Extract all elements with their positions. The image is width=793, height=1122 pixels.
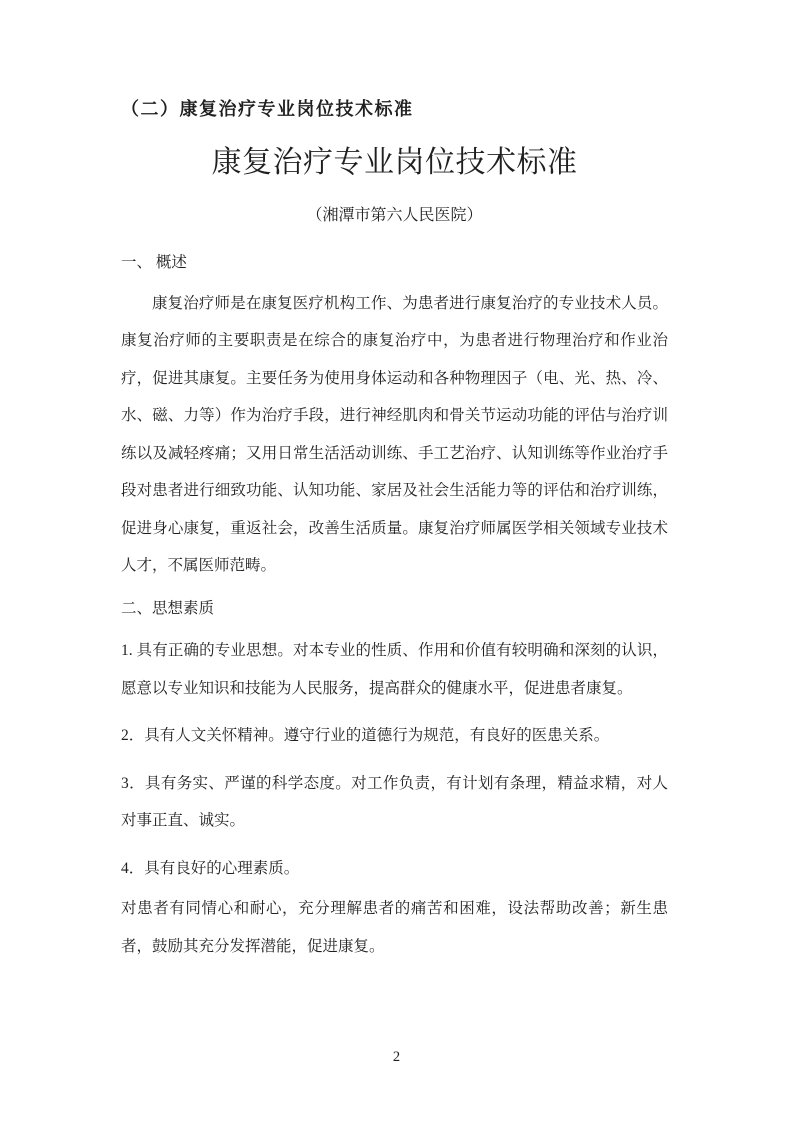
- document-section-label: （二）康复治疗专业岗位技术标准: [121, 99, 414, 119]
- document-subtitle: （湘潭市第六人民医院）: [306, 207, 483, 224]
- document-title: 康复治疗专业岗位技术标准: [211, 146, 578, 179]
- ideology-item-4: 4．具有良好的心理素质。: [121, 859, 300, 877]
- page-number: 2: [392, 1049, 401, 1065]
- ideology-item-3: 3．具有务实、严谨的科学态度。对工作负责，有计划有条理，精益求精，对人对事正直、诚实。: [121, 774, 668, 829]
- overview-paragraph: 康复治疗师是在康复医疗机构工作、为患者进行康复治疗的专业技术人员。康复治疗师的主要职责是在综合的康复治疗中，为患者进行物理治疗和作业治疗，促进其康复。主要任务为使用身体运动和各种物理因子（电、光、热、冷、水、磁、力等）作为治疗手段，进行神经肌肉和骨关节运动功能的评估与治疗训练以及减轻疼痛；又用日常生活活动训练、手工艺治疗、认知训练等作业治疗手段对患者进行细致功能、认知功能、家居及社会生活能力等的评估和治疗训练，促进身心康复，重返社会，改善生活质量。康复治疗师属医学相关领域专业技术人才，不属医师范畴。: [121, 294, 668, 574]
- ideology-item-1: 1. 具有正确的专业思想。对本专业的性质、作用和价值有较明确和深刻的认识，愿意以专业知识和技能为人民服务，提高群众的健康水平，促进患者康复。: [121, 642, 668, 697]
- ideology-item-2: 2．具有人文关怀精神。遵守行业的道德行为规范，有良好的医患关系。: [121, 727, 610, 744]
- section-heading-overview: 一、 概述: [121, 254, 187, 271]
- ideology-closing-paragraph: 对患者有同情心和耐心，充分理解患者的痛苦和困难，设法帮助改善；新生患者，鼓励其充分发挥潜能，促进康复。: [121, 900, 668, 955]
- section-heading-ideological-quality: 二、思想素质: [121, 599, 215, 617]
- document-content: [121, 0, 668, 965]
